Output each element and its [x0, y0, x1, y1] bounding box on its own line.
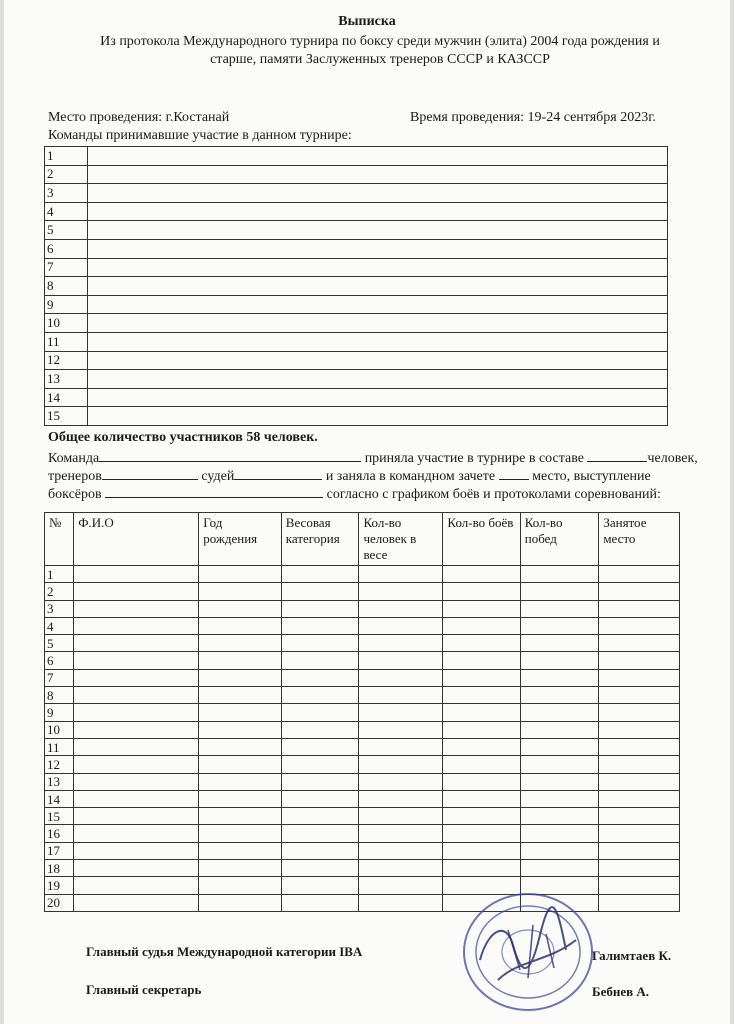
results-header-cell: Весовая категория	[281, 513, 359, 566]
results-cell	[443, 669, 520, 686]
document-title: Выписка	[338, 14, 396, 29]
results-cell	[199, 877, 282, 894]
team-row-number: 3	[45, 184, 88, 203]
results-cell	[520, 808, 599, 825]
results-cell	[599, 721, 680, 738]
results-header-cell: Ф.И.О	[74, 513, 199, 566]
team-name-cell	[88, 388, 668, 407]
results-row	[45, 842, 680, 859]
place-blank	[499, 466, 529, 480]
team-row-number: 7	[45, 258, 88, 277]
results-cell	[281, 617, 359, 634]
results-cell	[520, 860, 599, 877]
team-row-number: 15	[45, 407, 88, 426]
team-label: Команда	[48, 451, 100, 466]
results-cell	[599, 738, 680, 755]
team-name-cell	[88, 147, 668, 166]
results-cell	[520, 721, 599, 738]
results-row	[45, 635, 680, 652]
results-cell	[74, 756, 199, 773]
schedule-text: согласно с графиком боёв и протоколами соревнований:	[326, 487, 661, 502]
chief-judge-title: Главный судья Международной категории IBA	[86, 944, 363, 959]
results-cell	[199, 669, 282, 686]
results-cell	[520, 790, 599, 807]
results-cell	[520, 687, 599, 704]
document-subtitle	[60, 33, 700, 69]
results-cell	[281, 773, 359, 790]
results-cell	[281, 635, 359, 652]
results-row-number: 19	[45, 877, 74, 894]
results-row	[45, 687, 680, 704]
team-line	[48, 448, 698, 467]
results-row-number: 9	[45, 704, 74, 721]
results-cell	[281, 583, 359, 600]
results-cell	[199, 842, 282, 859]
results-cell	[520, 600, 599, 617]
teams-table	[44, 146, 668, 426]
place-performance-text: место, выступление	[532, 469, 651, 484]
results-cell	[199, 790, 282, 807]
results-row	[45, 704, 680, 721]
coaches-label: тренеров	[48, 469, 102, 484]
team-name-cell	[88, 407, 668, 426]
results-cell	[74, 842, 199, 859]
boxers-label: боксёров	[48, 487, 102, 502]
team-name-cell	[88, 295, 668, 314]
results-cell	[599, 773, 680, 790]
results-cell	[359, 617, 443, 634]
team-row	[45, 202, 668, 221]
team-row-number: 4	[45, 202, 88, 221]
coaches-line	[48, 466, 651, 485]
results-cell	[281, 842, 359, 859]
results-cell	[281, 894, 359, 911]
results-cell	[74, 704, 199, 721]
results-cell	[520, 704, 599, 721]
chief-judge-name: Галимтаев К.	[592, 948, 672, 963]
team-row	[45, 332, 668, 351]
team-row	[45, 370, 668, 389]
results-cell	[443, 583, 520, 600]
results-cell	[74, 773, 199, 790]
team-row	[45, 221, 668, 240]
results-cell	[443, 635, 520, 652]
results-cell	[74, 808, 199, 825]
results-cell	[74, 877, 199, 894]
results-cell	[199, 894, 282, 911]
results-cell	[74, 894, 199, 911]
results-row	[45, 600, 680, 617]
results-row	[45, 756, 680, 773]
team-row	[45, 295, 668, 314]
team-row	[45, 277, 668, 296]
results-row-number: 3	[45, 600, 74, 617]
results-cell	[74, 738, 199, 755]
results-cell	[443, 738, 520, 755]
team-row-number: 6	[45, 239, 88, 258]
results-cell	[281, 600, 359, 617]
team-standing-text: и заняла в командном зачете	[325, 469, 496, 484]
results-cell	[74, 687, 199, 704]
team-row-number: 1	[45, 147, 88, 166]
team-row	[45, 147, 668, 166]
results-cell	[443, 652, 520, 669]
results-cell	[281, 652, 359, 669]
results-cell	[199, 704, 282, 721]
venue-text: Место проведения: г.Костанай	[48, 110, 230, 125]
results-cell	[281, 566, 359, 583]
results-cell	[199, 738, 282, 755]
results-cell	[74, 617, 199, 634]
chief-secretary-title: Главный секретарь	[86, 982, 202, 997]
results-cell	[281, 860, 359, 877]
results-row-number: 13	[45, 773, 74, 790]
results-cell	[359, 860, 443, 877]
results-cell	[74, 669, 199, 686]
team-row	[45, 165, 668, 184]
results-cell	[443, 860, 520, 877]
people-blank	[587, 448, 647, 462]
team-name-cell	[88, 202, 668, 221]
results-cell	[599, 617, 680, 634]
results-row-number: 15	[45, 808, 74, 825]
results-cell	[74, 652, 199, 669]
results-cell	[520, 583, 599, 600]
results-row-number: 14	[45, 790, 74, 807]
results-cell	[199, 617, 282, 634]
results-cell	[520, 669, 599, 686]
results-cell	[359, 808, 443, 825]
results-cell	[599, 808, 680, 825]
results-cell	[281, 808, 359, 825]
results-row-number: 1	[45, 566, 74, 583]
results-row-number: 5	[45, 635, 74, 652]
team-name-cell	[88, 314, 668, 333]
results-cell	[443, 687, 520, 704]
results-row	[45, 583, 680, 600]
subtitle-line-1: Из протокола Международного турнира по боксу среди мужчин (элита) 2004 года рождения и	[100, 34, 660, 49]
results-cell	[443, 842, 520, 859]
results-row-number: 18	[45, 860, 74, 877]
team-row	[45, 351, 668, 370]
team-row	[45, 388, 668, 407]
results-cell	[599, 842, 680, 859]
results-cell	[599, 790, 680, 807]
results-row	[45, 652, 680, 669]
results-header-cell: Год рождения	[199, 513, 282, 566]
boxers-blank	[105, 484, 323, 498]
results-header-cell: Кол-во человек в весе	[359, 513, 443, 566]
results-row-number: 6	[45, 652, 74, 669]
team-name-cell	[88, 184, 668, 203]
results-cell	[443, 566, 520, 583]
results-row-number: 8	[45, 687, 74, 704]
results-cell	[74, 566, 199, 583]
results-cell	[359, 738, 443, 755]
results-cell	[520, 566, 599, 583]
results-cell	[199, 652, 282, 669]
results-cell	[199, 756, 282, 773]
team-name-cell	[88, 351, 668, 370]
results-cell	[199, 635, 282, 652]
total-participants-line	[48, 430, 318, 446]
results-cell	[74, 583, 199, 600]
team-row-number: 12	[45, 351, 88, 370]
results-cell	[520, 842, 599, 859]
judges-label: судей	[201, 469, 235, 484]
results-cell	[359, 894, 443, 911]
team-row-number: 9	[45, 295, 88, 314]
results-header-cell: Занятое место	[599, 513, 680, 566]
results-cell	[520, 617, 599, 634]
teams-caption: Команды принимавшие участие в данном турнире:	[48, 128, 352, 143]
results-cell	[599, 669, 680, 686]
results-cell	[281, 825, 359, 842]
team-row-number: 5	[45, 221, 88, 240]
results-cell	[443, 773, 520, 790]
team-row	[45, 184, 668, 203]
team-name-cell	[88, 165, 668, 184]
people-unit: человек,	[647, 451, 698, 466]
results-cell	[359, 721, 443, 738]
results-cell	[359, 635, 443, 652]
results-header-cell: Кол-во побед	[520, 513, 599, 566]
results-cell	[199, 860, 282, 877]
results-cell	[443, 617, 520, 634]
team-blank	[99, 448, 361, 462]
results-header-cell: №	[45, 513, 74, 566]
results-cell	[359, 756, 443, 773]
team-row	[45, 258, 668, 277]
team-composition-text: приняла участие в турнире в составе	[364, 451, 584, 466]
team-row	[45, 407, 668, 426]
results-cell	[199, 583, 282, 600]
results-row-number: 17	[45, 842, 74, 859]
results-cell	[443, 600, 520, 617]
chief-secretary-name: Бебнев А.	[592, 984, 650, 999]
results-cell	[74, 860, 199, 877]
results-cell	[359, 566, 443, 583]
results-row	[45, 669, 680, 686]
team-name-cell	[88, 258, 668, 277]
results-row-number: 20	[45, 894, 74, 911]
results-cell	[359, 687, 443, 704]
results-row-number: 11	[45, 738, 74, 755]
results-cell	[199, 687, 282, 704]
team-name-cell	[88, 332, 668, 351]
results-row	[45, 825, 680, 842]
subtitle-line-2: старше, памяти Заслуженных тренеров СССР и КАЗССР	[210, 52, 550, 67]
results-cell	[599, 894, 680, 911]
results-cell	[443, 704, 520, 721]
results-row-number: 16	[45, 825, 74, 842]
results-cell	[74, 635, 199, 652]
dates-text: Время проведения: 19-24 сентября 2023г.	[410, 110, 656, 125]
results-cell	[74, 790, 199, 807]
team-row-number: 8	[45, 277, 88, 296]
total-participants-value: 58 человек.	[246, 430, 318, 445]
results-cell	[281, 756, 359, 773]
team-name-cell	[88, 239, 668, 258]
results-cell	[199, 566, 282, 583]
results-cell	[359, 600, 443, 617]
results-cell	[199, 808, 282, 825]
results-cell	[74, 600, 199, 617]
results-cell	[281, 738, 359, 755]
results-cell	[599, 860, 680, 877]
results-row-number: 4	[45, 617, 74, 634]
results-cell	[359, 652, 443, 669]
results-cell	[359, 825, 443, 842]
results-row	[45, 566, 680, 583]
results-cell	[520, 652, 599, 669]
boxers-line	[48, 484, 661, 503]
results-cell	[599, 583, 680, 600]
results-cell	[520, 825, 599, 842]
results-cell	[359, 790, 443, 807]
results-cell	[599, 704, 680, 721]
official-stamp-icon	[458, 890, 598, 1015]
results-row	[45, 773, 680, 790]
team-name-cell	[88, 370, 668, 389]
results-row	[45, 617, 680, 634]
results-cell	[359, 704, 443, 721]
results-cell	[281, 877, 359, 894]
results-cell	[599, 600, 680, 617]
results-cell	[520, 756, 599, 773]
team-row	[45, 314, 668, 333]
results-cell	[359, 583, 443, 600]
results-cell	[443, 808, 520, 825]
team-name-cell	[88, 277, 668, 296]
results-cell	[281, 721, 359, 738]
results-cell	[520, 773, 599, 790]
results-row-number: 12	[45, 756, 74, 773]
results-cell	[599, 566, 680, 583]
results-row	[45, 808, 680, 825]
results-cell	[281, 790, 359, 807]
results-row	[45, 721, 680, 738]
results-table	[44, 512, 680, 912]
results-cell	[359, 842, 443, 859]
results-cell	[443, 825, 520, 842]
results-cell	[599, 825, 680, 842]
results-cell	[199, 600, 282, 617]
team-row-number: 13	[45, 370, 88, 389]
results-cell	[599, 687, 680, 704]
judges-blank	[234, 466, 322, 480]
results-cell	[599, 652, 680, 669]
results-cell	[199, 721, 282, 738]
team-row-number: 14	[45, 388, 88, 407]
results-cell	[520, 738, 599, 755]
results-cell	[599, 756, 680, 773]
team-row-number: 10	[45, 314, 88, 333]
results-row-number: 2	[45, 583, 74, 600]
results-header-cell: Кол-во боёв	[443, 513, 520, 566]
results-cell	[199, 825, 282, 842]
results-cell	[359, 877, 443, 894]
results-cell	[599, 635, 680, 652]
results-row-number: 10	[45, 721, 74, 738]
results-row	[45, 860, 680, 877]
results-cell	[359, 669, 443, 686]
results-row-number: 7	[45, 669, 74, 686]
results-cell	[74, 825, 199, 842]
results-cell	[443, 721, 520, 738]
results-cell	[443, 756, 520, 773]
total-participants-label: Общее количество участников	[48, 430, 243, 445]
team-name-cell	[88, 221, 668, 240]
team-row	[45, 239, 668, 258]
results-cell	[281, 687, 359, 704]
results-row	[45, 738, 680, 755]
results-cell	[281, 704, 359, 721]
results-cell	[74, 721, 199, 738]
results-cell	[443, 790, 520, 807]
handwritten-signature	[480, 907, 576, 980]
results-cell	[520, 635, 599, 652]
results-cell	[281, 669, 359, 686]
team-row-number: 2	[45, 165, 88, 184]
results-cell	[199, 773, 282, 790]
results-row	[45, 790, 680, 807]
team-row-number: 11	[45, 332, 88, 351]
results-cell	[359, 773, 443, 790]
coaches-blank	[102, 466, 198, 480]
results-cell	[599, 877, 680, 894]
